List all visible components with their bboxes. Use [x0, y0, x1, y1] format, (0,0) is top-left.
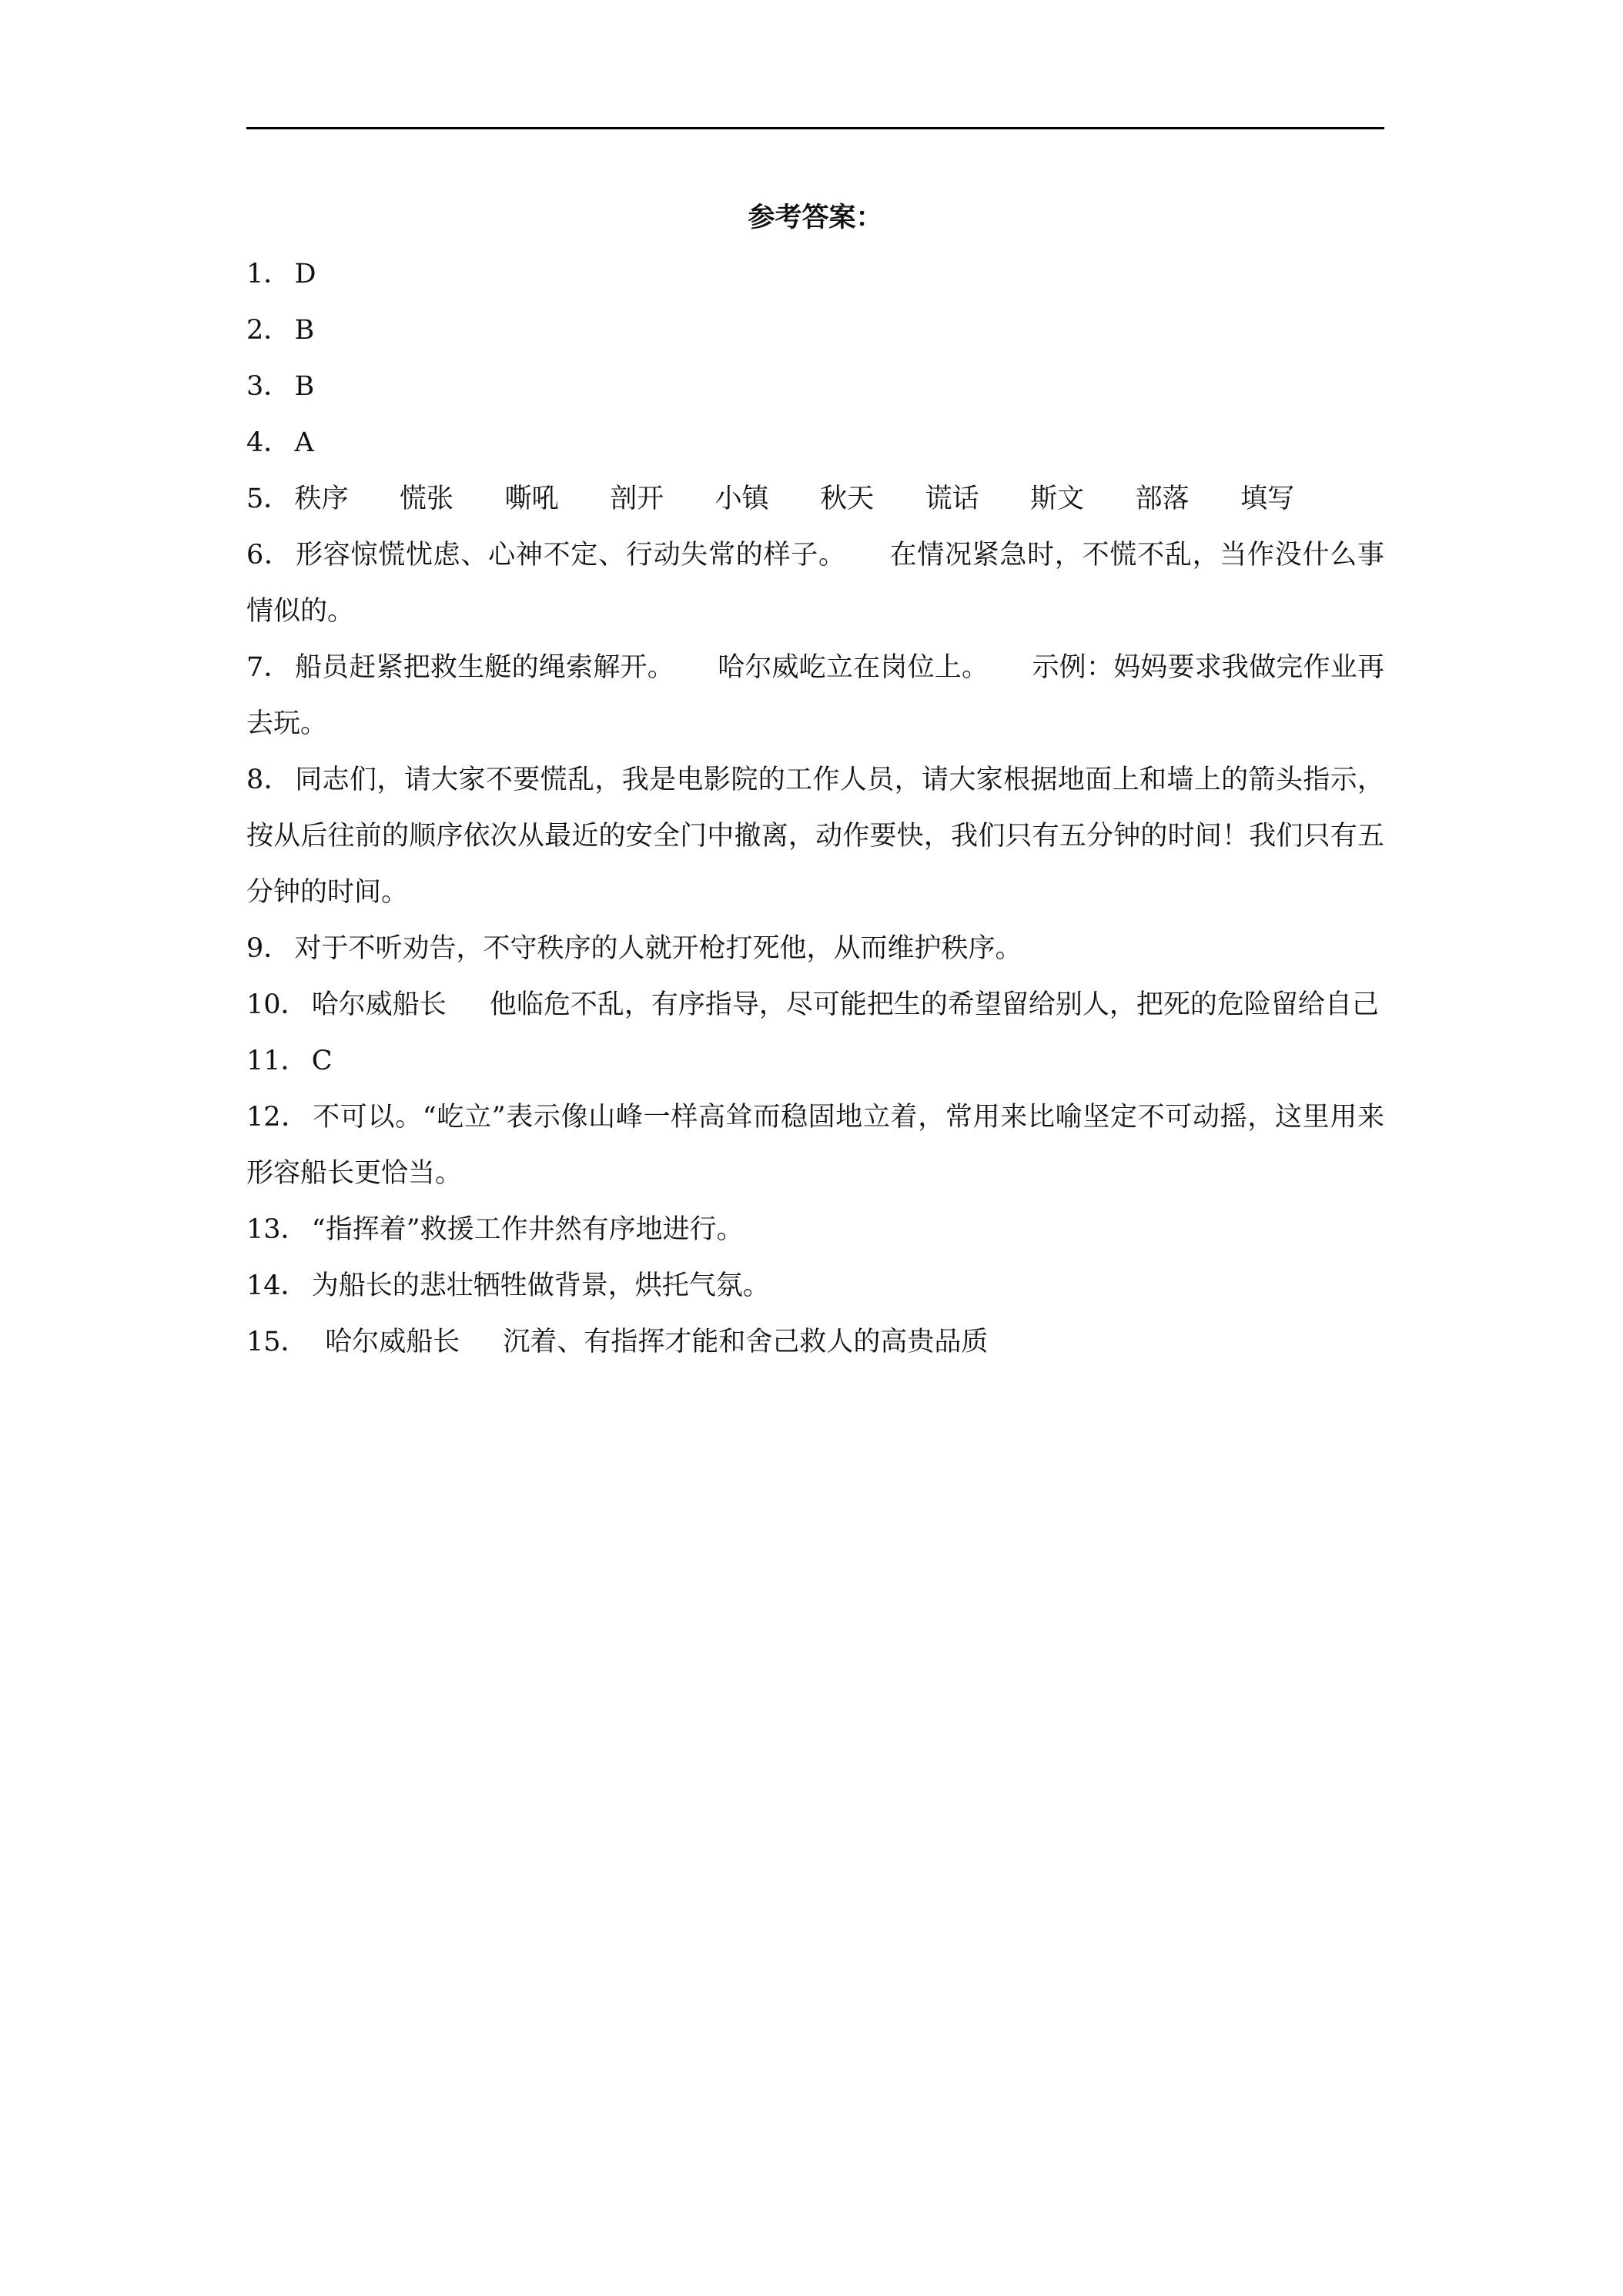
- answer-item-9: [246, 921, 1384, 977]
- answer-word: 秋天: [820, 484, 875, 514]
- answer-text: 不可以。“屹立”表示像山峰一样高耸而稳固地立着，常用来比喻坚定不可动摇，这里用来形容船长更恰当。: [246, 1102, 1384, 1189]
- answer-word: 慌张: [400, 484, 454, 514]
- answer-text: 船员赶紧把救生艇的绳索解开。: [294, 652, 674, 683]
- answer-item-2: [246, 303, 1384, 359]
- answer-item-13: [246, 1202, 1384, 1258]
- answer-text: D: [294, 259, 316, 290]
- answer-document: [246, 189, 1384, 1371]
- answer-item-3: [246, 359, 1384, 415]
- answer-list: [246, 246, 1384, 1371]
- answer-text: 对于不听劝告，不守秩序的人就开枪打死他，从而维护秩序。: [294, 933, 1022, 964]
- answer-word: 嘶吼: [504, 484, 559, 514]
- answer-title: 参考答案：: [748, 202, 883, 233]
- answer-item-10: [246, 977, 1384, 1033]
- answer-text: B: [294, 315, 315, 346]
- answer-text: 示例：妈妈要求我做完作业再去玩。: [246, 652, 1384, 739]
- answer-item-1: [246, 246, 1384, 303]
- answer-text: 在情况紧急时，不慌不乱，当作没什么事情似的。: [246, 540, 1384, 627]
- answer-item-8: [246, 752, 1384, 921]
- answer-item-15: [246, 1314, 1384, 1371]
- answer-word: 谎话: [925, 484, 979, 514]
- answer-number: 4．: [246, 427, 291, 458]
- answer-text: A: [294, 427, 314, 458]
- answer-text: “指挥着”救援工作井然有序地进行。: [311, 1214, 744, 1245]
- answer-item-5: [246, 471, 1384, 527]
- answer-item-12: [246, 1089, 1384, 1202]
- answer-text: 形容惊慌忧虑、心神不定、行动失常的样子。: [296, 540, 846, 571]
- answer-number: 7．: [246, 652, 291, 683]
- answer-text: 沉着、有指挥才能和舍己救人的高贵品质: [503, 1327, 989, 1357]
- answer-text: 哈尔威屹立在岗位上。: [717, 652, 989, 683]
- answer-number: 9．: [246, 933, 291, 964]
- answer-number: 14．: [246, 1270, 308, 1301]
- answer-word: 秩序: [294, 484, 349, 514]
- answer-word: 小镇: [714, 484, 769, 514]
- answer-text: 为船长的悲壮牺牲做背景，烘托气氛。: [311, 1270, 770, 1301]
- answer-word: 填写: [1240, 484, 1295, 514]
- answer-word: 部落: [1135, 484, 1190, 514]
- answer-number: 8．: [246, 765, 292, 795]
- answer-number: 5．: [246, 484, 291, 514]
- answer-number: 11．: [246, 1046, 308, 1076]
- answer-number: 1．: [246, 259, 291, 290]
- answer-text: 他临危不乱，有序指导，尽可能把生的希望留给别人，把死的危险留给自己: [489, 989, 1379, 1020]
- answer-number: 2．: [246, 315, 291, 346]
- answer-number: 6．: [246, 540, 292, 571]
- answer-item-7: [246, 640, 1384, 752]
- answer-text: 哈尔威船长: [325, 1327, 460, 1357]
- answer-number: 15．: [246, 1327, 308, 1357]
- answer-number: 12．: [246, 1102, 309, 1133]
- header-rule: [246, 127, 1384, 129]
- answer-text: B: [294, 371, 315, 402]
- answer-text: 哈尔威船长: [311, 989, 447, 1020]
- answer-word: 斯文: [1030, 484, 1085, 514]
- answer-text: C: [311, 1046, 333, 1076]
- answer-item-14: [246, 1258, 1384, 1314]
- answer-number: 13．: [246, 1214, 308, 1245]
- answer-item-6: [246, 527, 1384, 640]
- answer-item-4: [246, 415, 1384, 471]
- answer-number: 10．: [246, 989, 308, 1020]
- answer-item-11: [246, 1033, 1384, 1089]
- answer-number: 3．: [246, 371, 291, 402]
- answer-word: 剖开: [610, 484, 664, 514]
- answer-text: 同志们，请大家不要慌乱，我是电影院的工作人员，请大家根据地面上和墙上的箭头指示，按从后往前的顺序依次从最近的安全门中撤离，动作要快，我们只有五分钟的时间！我们只有五分钟的时间。: [246, 765, 1384, 908]
